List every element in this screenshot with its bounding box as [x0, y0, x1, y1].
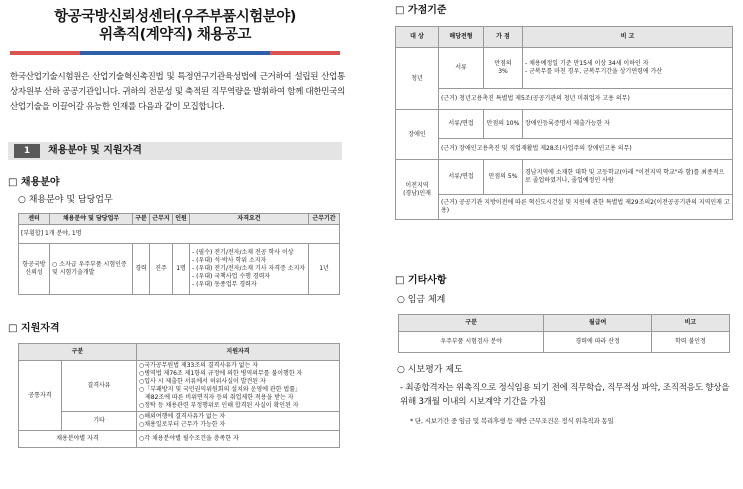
disq-item: 제82조에 따른 비위면직자 등의 취업제한 적용을 받는 자: [145, 394, 294, 401]
disq-item: ○병역법 제76조 제1항의 규정에 의한 병역의무를 불이행한 자: [139, 370, 303, 377]
bonus-disabled-target: 장애인: [396, 110, 439, 160]
wage-cell-note: 학력 불인정: [651, 332, 729, 353]
req-item: - (우대) 전기/전자/소재 기사 자격증 소지자: [192, 265, 306, 272]
qual-field-label: 채용분야별 자격: [19, 431, 137, 448]
bonus-youth-basis: (근거) 청년고용촉진 특별법 제5조(공공기관의 청년 미취업자 고용 의무): [439, 89, 733, 110]
bonus-heading: □ 가점기준: [395, 5, 447, 16]
qual-disq-label: 결격사유: [62, 361, 137, 412]
bonus-youth-points: 만점의 3%: [484, 48, 523, 89]
qual-field-value: ○각 채용분야별 필수조건을 충족한 자: [137, 431, 340, 448]
title-stripe-mid: [80, 51, 270, 55]
bonus-disabled-points: 만점의 10%: [484, 110, 523, 139]
wage-col-pay: 월급여: [544, 315, 652, 332]
qualification-table: [18, 343, 340, 448]
probation-note: * 단, 시보기간 중 임금 및 복리후생 등 제반 근무조건은 정식 위촉직과 동일: [410, 417, 614, 425]
qual-other-label: 기타: [62, 412, 137, 431]
bonus-local-note: 경남지역에 소재한 대학 및 고등학교(아래 "이전지역 학교"라 함)를 최종적으로 졸업하였거나, 졸업예정인 사람: [523, 160, 733, 195]
bonus-disabled-stage: 서류/면접: [439, 110, 484, 139]
qual-col-req: 지원자격: [137, 344, 340, 361]
recruit-table: [18, 213, 340, 295]
bonus-col-points: 가 점: [484, 27, 523, 48]
qualification-heading: □ 지원자격: [8, 323, 60, 334]
bonus-youth-stage: 서류: [439, 48, 484, 89]
bonus-col-stage: 해당전형: [439, 27, 484, 48]
probation-sub: ○ 시보평가 제도: [397, 365, 463, 375]
col-location: 근무지: [150, 214, 173, 225]
qual-other-list: [137, 412, 340, 431]
qual-common: 공통자격: [19, 361, 62, 431]
wage-sub: ○ 임금 체계: [397, 295, 446, 305]
col-count: 인원: [173, 214, 190, 225]
cell-reqs: [190, 244, 309, 295]
cell-field: ○ 소자급 우주부품 시험인증 및 시험기술개발: [50, 244, 133, 295]
col-center: 센터: [19, 214, 50, 225]
recruit-heading: □ 채용분야: [8, 177, 60, 188]
cell-type: 경력: [133, 244, 150, 295]
col-period: 근무기간: [309, 214, 340, 225]
wage-col-type: 구분: [399, 315, 544, 332]
wage-table: [398, 314, 730, 353]
qual-disq-list: [137, 361, 340, 412]
youth-note: - 군복무를 마친 경우, 군복무기간을 상기연령에 가산: [525, 68, 663, 75]
col-type: 구분: [133, 214, 150, 225]
wage-cell-type: 우주부품 시험검사 분야: [399, 332, 544, 353]
req-item: - (필수) 전기/전자/소재 전공 학사 이상: [192, 249, 294, 256]
cell-period: 1년: [309, 244, 340, 295]
disq-item: ○국가공무원법 제33조의 결격사유가 없는 자: [139, 362, 259, 369]
req-item: - (우대) 동종업무 경력자: [192, 281, 257, 288]
bonus-col-notes: 비 고: [523, 27, 733, 48]
req-item: - (우대) 석·박사 학위 소지자: [192, 257, 267, 264]
other-heading: □ 기타사항: [395, 275, 447, 286]
section-number: 1: [14, 144, 40, 158]
cell-location: 진주: [150, 244, 173, 295]
wage-col-note: 비고: [651, 315, 729, 332]
bonus-col-target: 대 상: [396, 27, 439, 48]
bonus-youth-target: 청년: [396, 48, 439, 110]
title-line2: 위촉직(계약직) 채용공고: [99, 27, 251, 43]
qual-col-type: 구분: [19, 344, 137, 361]
req-item: - (우대) 국책사업 수행 경력자: [192, 273, 271, 280]
intro-paragraph: 한국산업기술시험원은 산업기술혁신촉진법 및 특정연구기관육성법에 근거하여 설립된 산업통상자원부 산하 공공기관입니다. 귀하의 전문성 및 축적된 직무역량을 발휘하여 함께 대한민국의 산업기술을 이끌어갈 유능한 인재를 다음과 같이 모집합니다.: [10, 72, 345, 112]
other-item: ○채용일로부터 근무가 가능한 자: [139, 421, 226, 428]
disq-item: ○「부패방지 및 국민권익위원회의 설치와 운영에 관한 법률」: [139, 386, 301, 393]
bonus-youth-notes: [523, 48, 733, 89]
group-row: [부횡합] 1개 분야, 1명: [19, 225, 340, 244]
section-label: 채용분야 및 지원자격: [48, 145, 142, 156]
bonus-disabled-basis: (근거) 장애인고용촉진 및 직업재활법 제28조(사업주의 장애인고용 의무): [439, 139, 733, 160]
title-stripe-left: [10, 51, 80, 55]
cell-center: 항공국방 신뢰성: [19, 244, 50, 295]
disq-item: ○입사 시 제출한 서류에서 허위사실이 발견된 자: [139, 378, 266, 385]
col-reqs: 자격요건: [190, 214, 309, 225]
notice-title: [10, 8, 340, 44]
bonus-disabled-note: 장애인등록증명서 제출가능한 자: [523, 110, 733, 139]
bonus-table: [395, 26, 733, 220]
bonus-local-target: 이전지역 (경남)인재: [396, 160, 439, 220]
bonus-local-stage: 서류/면접: [439, 160, 484, 195]
disq-item: ○정탁 등 채용관련 부정행위로 인해 합격된 사실이 확인된 자: [139, 402, 299, 409]
wage-cell-pay: 경력에 따라 산정: [544, 332, 652, 353]
cell-count: 1명: [173, 244, 190, 295]
bonus-local-basis: (근거) 공공기관 지방이전에 따른 혁신도시건설 및 지원에 관한 특별법 제29조의2(이전공공기관의 지역인재 고용): [439, 195, 733, 220]
title-stripe-right: [270, 51, 340, 55]
probation-text: - 최종합격자는 위촉직으로 정식임용 되기 전에 직무학습, 직무적성 파악, 조직적응도 향상을 위해 3개월 이내의 시보계약 기간을 가짐: [400, 383, 730, 407]
youth-note: - 채용예정일 기준 만15세 이상 34세 이하인 자: [525, 60, 649, 67]
title-line1: 항공국방신뢰성센터(우주부품시험분야): [54, 9, 296, 25]
section-bar: [8, 142, 342, 160]
recruit-sub: ○ 채용분야 및 담당업무: [18, 195, 113, 205]
other-item: ○해외여행에 결격사유가 없는 자: [139, 413, 226, 420]
col-field: 채용분야 및 담당업무: [50, 214, 133, 225]
bonus-local-points: 만점의 5%: [484, 160, 523, 195]
